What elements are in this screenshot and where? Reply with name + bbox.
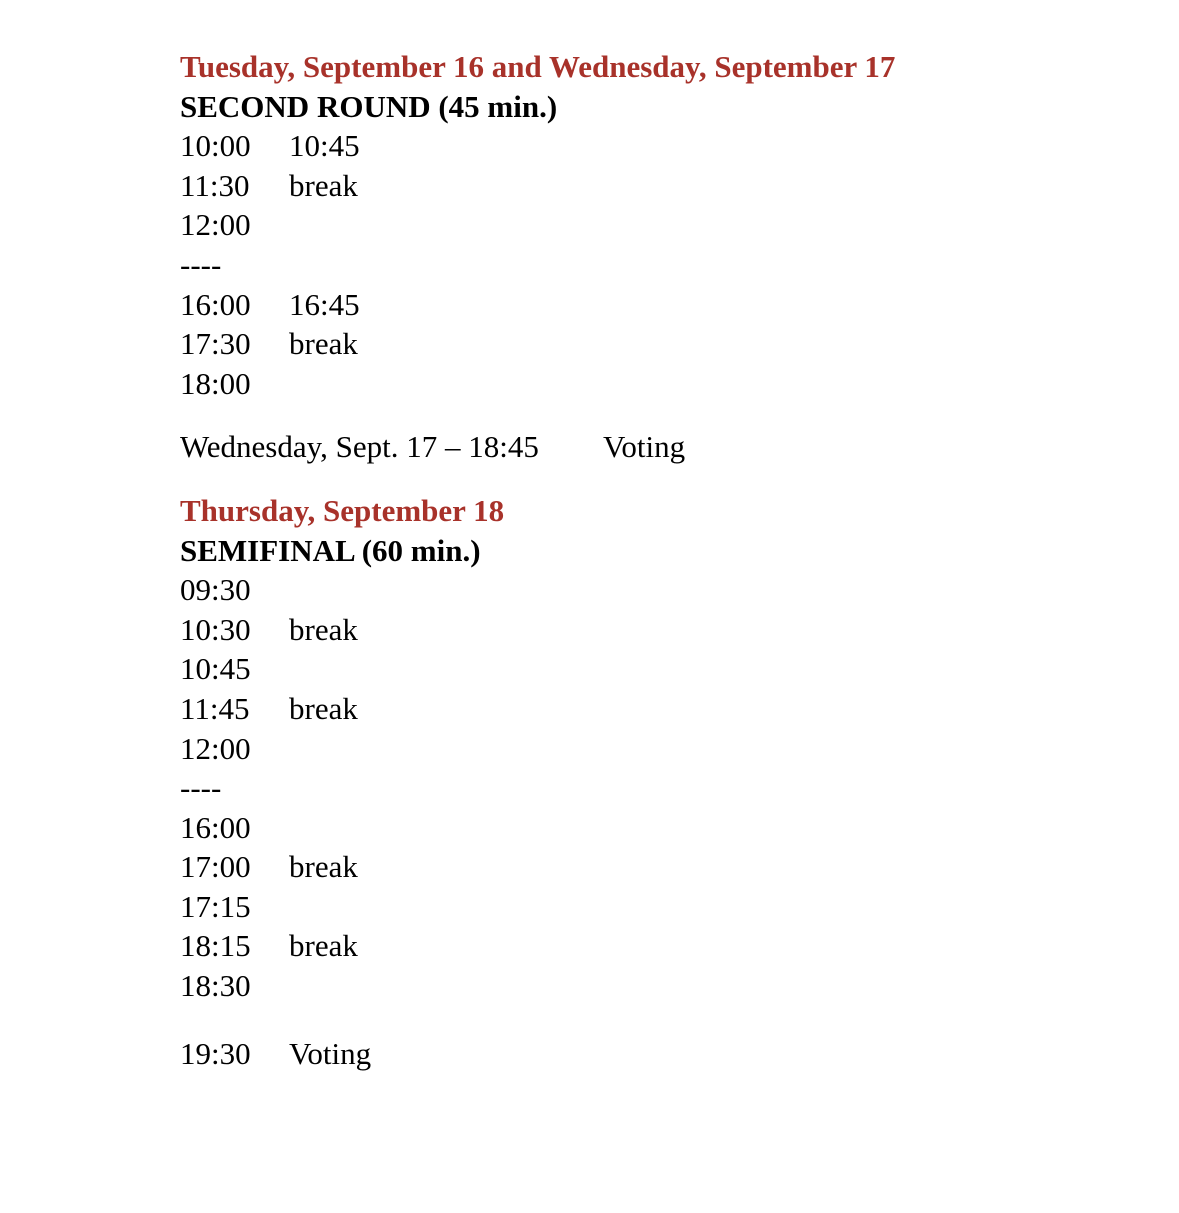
schedule-separator xyxy=(180,245,1140,285)
voting-label: Voting xyxy=(603,429,686,465)
schedule-row xyxy=(180,570,1140,610)
schedule-time: 18:00 xyxy=(180,365,251,401)
schedule-row xyxy=(180,324,1140,364)
schedule-time: 18:15 xyxy=(180,928,251,964)
schedule-time: 17:15 xyxy=(180,888,251,924)
schedule-time: 17:00 xyxy=(180,849,251,885)
schedule-row xyxy=(180,729,1140,769)
spacer xyxy=(180,403,1140,427)
schedule-time: 11:30 xyxy=(180,167,250,203)
schedule-note: break xyxy=(289,167,358,203)
schedule-row xyxy=(180,808,1140,848)
schedule-note: break xyxy=(289,928,358,964)
schedule-list xyxy=(180,126,1140,403)
schedule-row xyxy=(180,689,1140,729)
spacer xyxy=(180,467,1140,491)
schedule-time: 10:30 xyxy=(180,611,251,647)
voting-time: 19:30 xyxy=(180,1035,251,1071)
schedule-time: 09:30 xyxy=(180,572,251,608)
schedule-list xyxy=(180,570,1140,1006)
schedule-time: 16:00 xyxy=(180,809,251,845)
schedule-row xyxy=(180,966,1140,1006)
separator-text: ---- xyxy=(180,246,222,282)
schedule-document xyxy=(180,47,1140,1073)
schedule-row xyxy=(180,887,1140,927)
section-heading: Tuesday, September 16 and Wednesday, September 17 xyxy=(180,49,896,84)
schedule-note: 10:45 xyxy=(289,128,360,164)
schedule-row xyxy=(180,285,1140,325)
schedule-time: 18:30 xyxy=(180,968,251,1004)
schedule-note: break xyxy=(289,690,358,726)
voting-date: Wednesday, Sept. 17 – 18:45 xyxy=(180,429,539,465)
section-heading: Thursday, September 18 xyxy=(180,492,505,528)
schedule-row xyxy=(180,364,1140,404)
schedule-row xyxy=(180,166,1140,206)
schedule-note: break xyxy=(289,849,358,885)
schedule-row xyxy=(180,649,1140,689)
schedule-row xyxy=(180,847,1140,887)
schedule-separator xyxy=(180,768,1140,808)
schedule-note: break xyxy=(289,326,358,362)
round-title: SECOND ROUND (45 min.) xyxy=(180,88,558,124)
schedule-note: 16:45 xyxy=(289,286,360,322)
separator-text: ---- xyxy=(180,770,222,806)
schedule-time: 12:00 xyxy=(180,730,251,766)
schedule-time: 10:00 xyxy=(180,128,251,164)
schedule-note: break xyxy=(289,611,358,647)
schedule-row xyxy=(180,926,1140,966)
schedule-time: 12:00 xyxy=(180,207,251,243)
schedule-time: 16:00 xyxy=(180,286,251,322)
voting-row xyxy=(180,427,1140,467)
schedule-time: 10:45 xyxy=(180,651,251,687)
schedule-row xyxy=(180,205,1140,245)
spacer xyxy=(180,1006,1140,1034)
schedule-row xyxy=(180,126,1140,166)
round-title: SEMIFINAL (60 min.) xyxy=(180,532,481,568)
voting-label: Voting xyxy=(289,1035,372,1071)
voting-row xyxy=(180,1034,1140,1074)
schedule-row xyxy=(180,610,1140,650)
schedule-time: 17:30 xyxy=(180,326,251,362)
schedule-time: 11:45 xyxy=(180,690,250,726)
